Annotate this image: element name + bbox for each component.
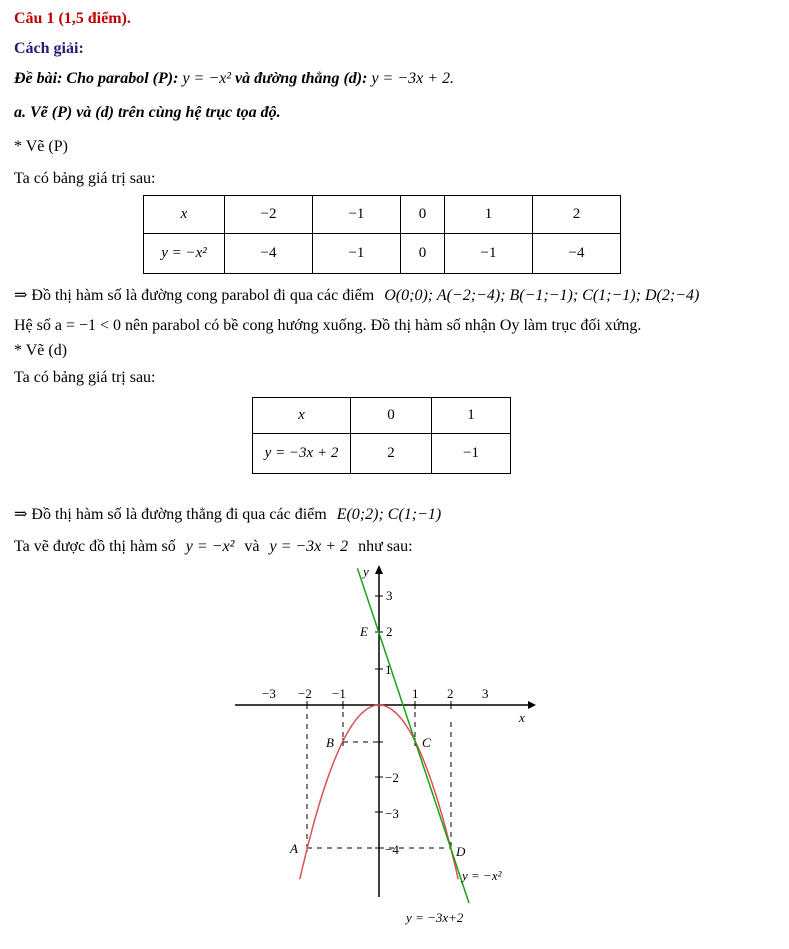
conclusion-text: ⇒ Đồ thị hàm số là đường cong parabol đi qua các điểm <box>14 287 375 304</box>
draw-d-conclusion <box>14 504 441 524</box>
function-graph <box>230 562 540 947</box>
table-x-label: x <box>144 196 225 234</box>
y-axis-label: y <box>363 564 369 579</box>
y-axis-arrow <box>375 565 383 574</box>
problem-statement <box>14 70 454 88</box>
question-title: Câu 1 (1,5 điểm). <box>14 10 131 27</box>
x-axis-arrow <box>528 701 536 709</box>
problem-mid: và đường thẳng (d): <box>235 70 368 87</box>
table-cell: −2 <box>225 196 313 234</box>
y-tick-label: 2 <box>386 624 393 639</box>
draw-p-heading: * Vẽ (P) <box>14 138 68 155</box>
conclusion-points: E(0;2); C(1;−1) <box>336 506 442 523</box>
graph-intro-text: Ta vẽ được đồ thị hàm số <box>14 538 176 555</box>
table-cell: 0 <box>400 234 444 274</box>
table-cell: −4 <box>532 234 620 274</box>
line-d <box>357 568 469 903</box>
x-tick-label: −1 <box>332 686 346 701</box>
table-y-label: y = −x² <box>144 234 225 274</box>
problem-lead: Đề bài: Cho parabol (P): <box>14 70 179 87</box>
table-cell: 1 <box>445 196 533 234</box>
table-cell: 0 <box>400 196 444 234</box>
line-equation: y = −3x + 2. <box>371 70 455 87</box>
y-tick-label: 3 <box>386 588 393 603</box>
table-cell: −4 <box>225 234 313 274</box>
graph-intro-eq2: y = −3x + 2 <box>269 538 349 555</box>
point-label-e: E <box>360 624 368 639</box>
draw-d-table-intro: Ta có bảng giá trị sau: <box>14 369 156 386</box>
table-cell: 2 <box>532 196 620 234</box>
table-x-label: x <box>253 398 351 434</box>
draw-p-table-intro: Ta có bảng giá trị sau: <box>14 170 156 187</box>
x-axis-label: x <box>519 710 525 725</box>
x-tick-label: 2 <box>447 686 454 701</box>
x-tick-label: 1 <box>412 686 419 701</box>
graph-intro-tail: như sau: <box>358 538 413 555</box>
graph-intro <box>14 538 413 556</box>
table-cell: −1 <box>312 234 400 274</box>
y-tick-label: −3 <box>385 806 399 821</box>
conclusion-text: ⇒ Đồ thị hàm số là đường thẳng đi qua các điểm <box>14 506 327 523</box>
table-cell: −1 <box>432 434 511 474</box>
point-label-d: D <box>456 844 466 859</box>
table-cell: −1 <box>445 234 533 274</box>
part-a-heading: a. Vẽ (P) và (d) trên cùng hệ trục tọa độ. <box>14 104 281 121</box>
point-label-c: C <box>422 735 431 750</box>
line-label: y = −3x+2 <box>406 910 464 925</box>
graph-intro-and: và <box>244 538 260 555</box>
table-cell: 0 <box>351 398 432 434</box>
x-tick-label: 3 <box>482 686 489 701</box>
y-tick-label: −4 <box>385 842 399 857</box>
table-cell: 2 <box>351 434 432 474</box>
x-tick-label: −2 <box>298 686 312 701</box>
table-cell: −1 <box>312 196 400 234</box>
line-value-table <box>252 397 511 474</box>
table-y-label: y = −3x + 2 <box>253 434 351 474</box>
parabola-value-table <box>143 195 621 274</box>
draw-d-heading: * Vẽ (d) <box>14 342 68 359</box>
draw-p-conclusion <box>14 285 699 305</box>
conclusion-points: O(0;0); A(−2;−4); B(−1;−1); C(1;−1); D(2;−4) <box>384 287 700 304</box>
point-label-b: B <box>326 735 334 750</box>
x-tick-label: −3 <box>262 686 276 701</box>
table-cell: 1 <box>432 398 511 434</box>
point-label-a: A <box>290 841 298 856</box>
parabola-label: y = −x² <box>462 868 502 883</box>
coefficient-note: Hệ số a = −1 < 0 nên parabol có bề cong hướng xuống. Đồ thị hàm số nhận Oy làm trục đối xứng. <box>14 317 642 334</box>
solution-heading: Cách giải: <box>14 40 84 57</box>
y-tick-label: −2 <box>385 770 399 785</box>
y-tick-label: 1 <box>385 662 392 677</box>
parabola-equation: y = −x² <box>182 70 232 87</box>
graph-intro-eq1: y = −x² <box>185 538 235 555</box>
